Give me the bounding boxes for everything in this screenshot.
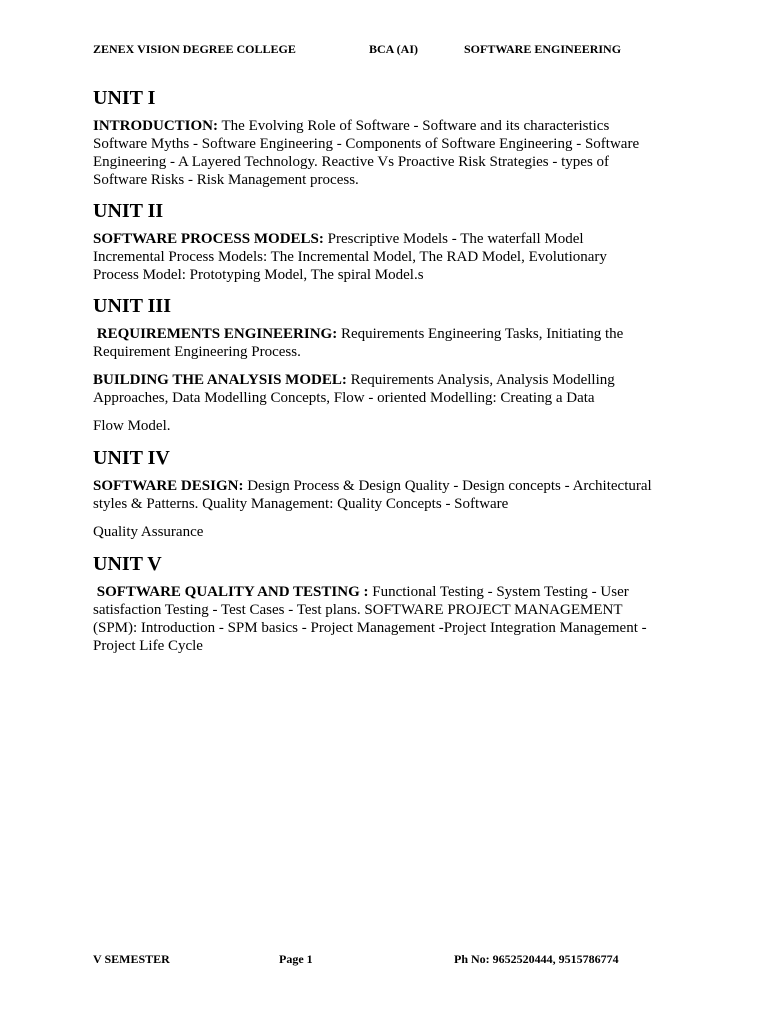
page-footer bbox=[93, 952, 653, 968]
unit-4-section bbox=[93, 446, 653, 541]
unit-1-title: UNIT I bbox=[93, 87, 156, 109]
unit-3-topic-2-text: Requirements Analysis, Analysis Modelling Approaches, Data Modelling Concepts, Flow - oriented Modelling: Creating a Data bbox=[93, 372, 615, 406]
syllabus-content bbox=[93, 86, 653, 665]
unit-5-section bbox=[93, 552, 653, 655]
unit-3-topic-1-label: REQUIREMENTS ENGINEERING: bbox=[96, 326, 338, 342]
unit-4-continuation: Quality Assurance bbox=[93, 524, 204, 540]
unit-3-continuation: Flow Model. bbox=[93, 418, 171, 434]
unit-5-title: UNIT V bbox=[93, 553, 162, 575]
header-course: BCA (AI) bbox=[369, 42, 419, 56]
unit-3-section bbox=[93, 294, 653, 435]
unit-2-topic-label: SOFTWARE PROCESS MODELS: bbox=[93, 231, 324, 247]
footer-phone: Ph No: 9652520444, 9515786774 bbox=[454, 952, 619, 966]
unit-1-section bbox=[93, 86, 653, 189]
unit-4-topic-label: SOFTWARE DESIGN: bbox=[93, 478, 244, 494]
unit-3-title: UNIT III bbox=[93, 295, 171, 317]
unit-2-title: UNIT II bbox=[93, 200, 164, 222]
unit-5-paragraph bbox=[93, 583, 653, 655]
unit-2-paragraph bbox=[93, 230, 653, 284]
unit-3-topic-1-text: Requirements Engineering Tasks, Initiating the Requirement Engineering Process. bbox=[93, 326, 624, 360]
unit-2-section bbox=[93, 199, 653, 284]
unit-3-paragraph-2 bbox=[93, 371, 653, 407]
unit-5-topic-text: Functional Testing - System Testing - User satisfaction Testing - Test Cases - Test plans. SOFTWARE PROJECT MANAGEMENT (SPM): Introduction - SPM basics - Project Management -Project Integration Management - Project Life Cycle bbox=[93, 584, 647, 654]
page-header bbox=[93, 42, 653, 58]
header-subject: SOFTWARE ENGINEERING bbox=[464, 42, 622, 56]
unit-3-topic-2-label: BUILDING THE ANALYSIS MODEL: bbox=[93, 372, 347, 388]
unit-4-title: UNIT IV bbox=[93, 447, 170, 469]
unit-1-topic-text: The Evolving Role of Software - Software and its characteristics Software Myths - Software Engineering - Components of Software Engineering - Software Engineering - A Layered Technology. Reactive Vs Proactive Risk Strategies - types of Software Risks - Risk Management process. bbox=[93, 118, 640, 188]
header-college-name: ZENEX VISION DEGREE COLLEGE bbox=[93, 42, 296, 56]
unit-3-paragraph-1 bbox=[93, 325, 653, 361]
unit-2-topic-text: Prescriptive Models - The waterfall Model Incremental Process Models: The Incremental Model, The RAD Model, Evolutionary Process Model: Prototyping Model, The spiral Model.s bbox=[93, 231, 607, 283]
unit-1-topic-label: INTRODUCTION: bbox=[93, 118, 219, 134]
unit-4-paragraph bbox=[93, 477, 653, 513]
footer-page-number: Page 1 bbox=[279, 952, 313, 966]
unit-4-topic-text: Design Process & Design Quality - Design concepts - Architectural styles & Patterns. Quality Management: Quality Concepts - Software bbox=[93, 478, 652, 512]
unit-5-topic-label: SOFTWARE QUALITY AND TESTING : bbox=[96, 584, 369, 600]
footer-semester: V SEMESTER bbox=[93, 952, 170, 966]
unit-1-paragraph bbox=[93, 117, 653, 189]
